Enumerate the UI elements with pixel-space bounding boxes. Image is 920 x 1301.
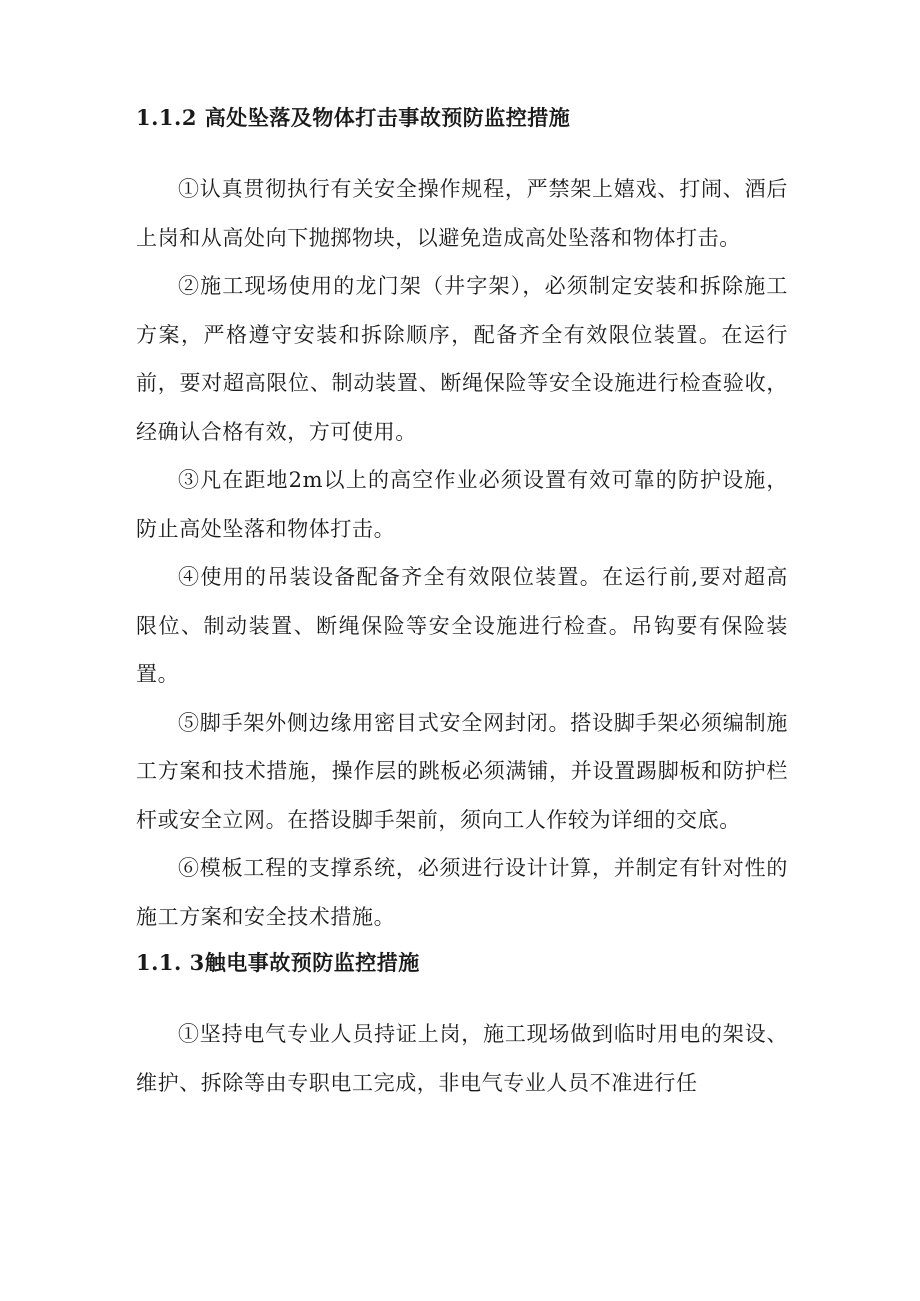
document-page [136, 96, 788, 1107]
section-heading-1-1-3: 1.1. 3触电事故预防监控措施 [136, 950, 420, 975]
section-heading-1-1-2: 1.1.2 高处坠落及物体打击事故预防监控措施 [136, 105, 571, 130]
paragraph-6: ⑥模板工程的支撑系统，必须进行设计计算，并制定有针对性的施工方案和安全技术措施。 [136, 856, 788, 929]
paragraph-7: ①坚持电气专业人员持证上岗，施工现场做到临时用电的架设、维护、拆除等由专职电工完成，非电气专业人员不准进行任 [136, 1022, 788, 1095]
paragraph-4: ④使用的吊装设备配备齐全有效限位装置。在运行前,要对超高限位、制动装置、断绳保险等安全设施进行检查。吊钩要有保险装置。 [136, 565, 788, 686]
paragraph-1: ①认真贯彻执行有关安全操作规程，严禁架上嬉戏、打闹、酒后上岗和从高处向下抛掷物块，以避免造成高处坠落和物体打击。 [136, 177, 788, 250]
paragraph-5: ⑤脚手架外侧边缘用密目式安全网封闭。搭设脚手架必须编制施工方案和技术措施，操作层的跳板必须满铺，并设置踢脚板和防护栏杆或安全立网。在搭设脚手架前，须向工人作较为详细的交底。 [136, 710, 788, 832]
paragraph-2: ②施工现场使用的龙门架（井字架），必须制定安装和拆除施工方案，严格遵守安装和拆除顺序，配备齐全有效限位装置。在运行前，要对超高限位、制动装置、断绳保险等安全设施进行检查验收，经确认合格有效，方可使用。 [136, 274, 788, 444]
paragraph-3: ③凡在距地2m以上的高空作业必须设置有效可靠的防护设施，防止高处坠落和物体打击。 [136, 468, 788, 541]
